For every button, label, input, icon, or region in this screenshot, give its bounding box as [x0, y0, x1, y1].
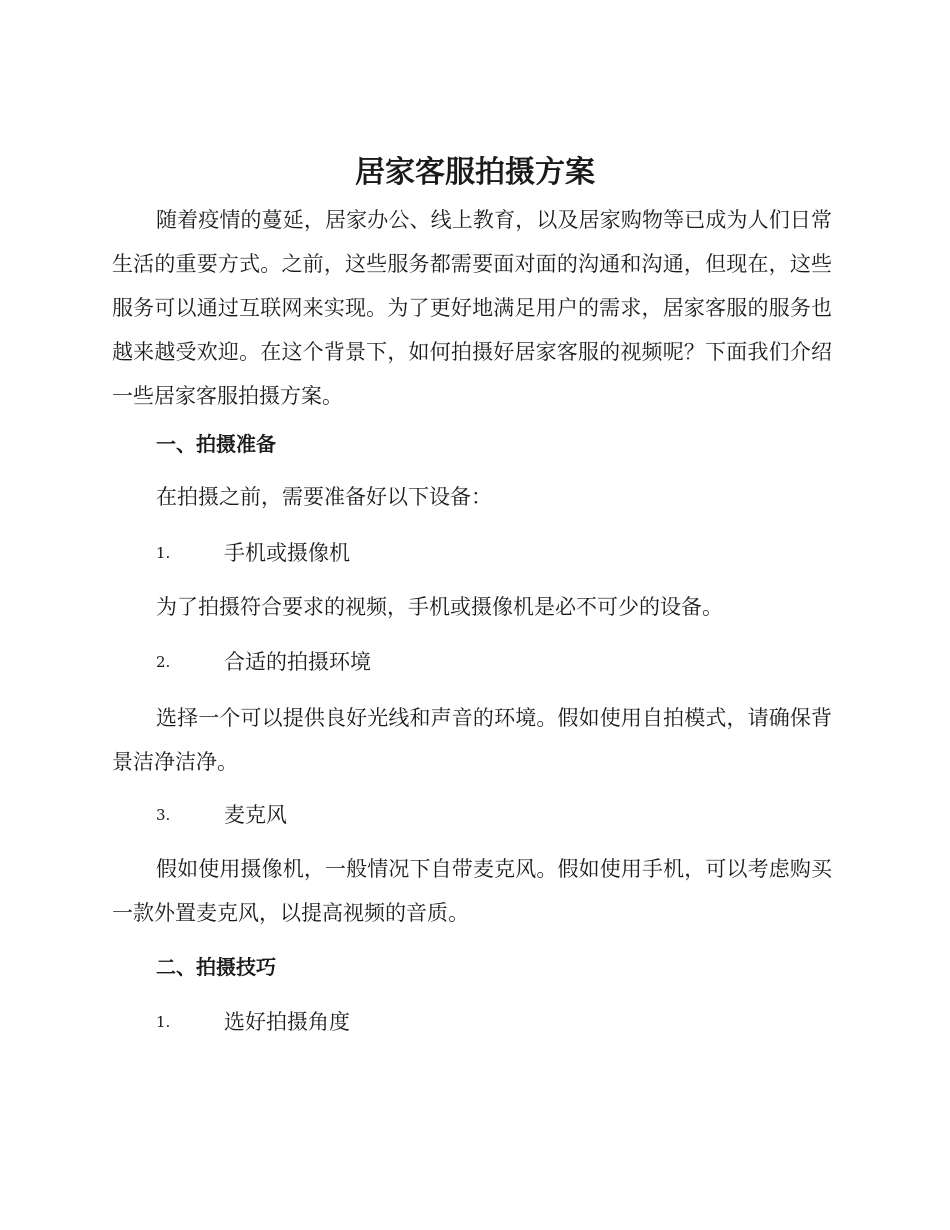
- list-number: 1.: [156, 544, 171, 562]
- list-item-description: 选择一个可以提供良好光线和声音的环境。假如使用自拍模式，请确保背景洁净洁净。: [112, 706, 832, 774]
- section-heading-techniques: 二、拍摄技巧: [156, 955, 276, 979]
- list-item-label: 麦克风: [224, 803, 287, 827]
- list-item: [156, 1000, 756, 1044]
- intro-paragraph: 随着疫情的蔓延，居家办公、线上教育，以及居家购物等已成为人们日常生活的重要方式。之前，这些服务都需要面对面的沟通和沟通，但现在，这些服务可以通过互联网来实现。为了更好地满足用户的需求，居家客服的服务也越来越受欢迎。在这个背景下，如何拍摄好居家客服的视频呢？下面我们介绍一些居家客服拍摄方案。: [112, 208, 832, 408]
- section-heading-preparation: 一、拍摄准备: [156, 432, 276, 456]
- list-number: 2.: [156, 653, 171, 671]
- list-item: [156, 793, 756, 837]
- list-item: [156, 640, 756, 684]
- list-item: [156, 531, 756, 575]
- list-item-label: 手机或摄像机: [224, 541, 350, 565]
- section-lead-paragraph: 在拍摄之前，需要准备好以下设备：: [156, 485, 492, 509]
- list-item-label: 合适的拍摄环境: [224, 650, 371, 674]
- list-number: 1.: [156, 1013, 171, 1031]
- list-number: 3.: [156, 806, 171, 824]
- list-item-description: 为了拍摄符合要求的视频，手机或摄像机是必不可少的设备。: [156, 595, 723, 619]
- document-title: 居家客服拍摄方案: [355, 155, 595, 190]
- list-item-label: 选好拍摄角度: [224, 1010, 350, 1034]
- list-item-description: 假如使用摄像机，一般情况下自带麦克风。假如使用手机，可以考虑购买一款外置麦克风，以提高视频的音质。: [112, 857, 832, 925]
